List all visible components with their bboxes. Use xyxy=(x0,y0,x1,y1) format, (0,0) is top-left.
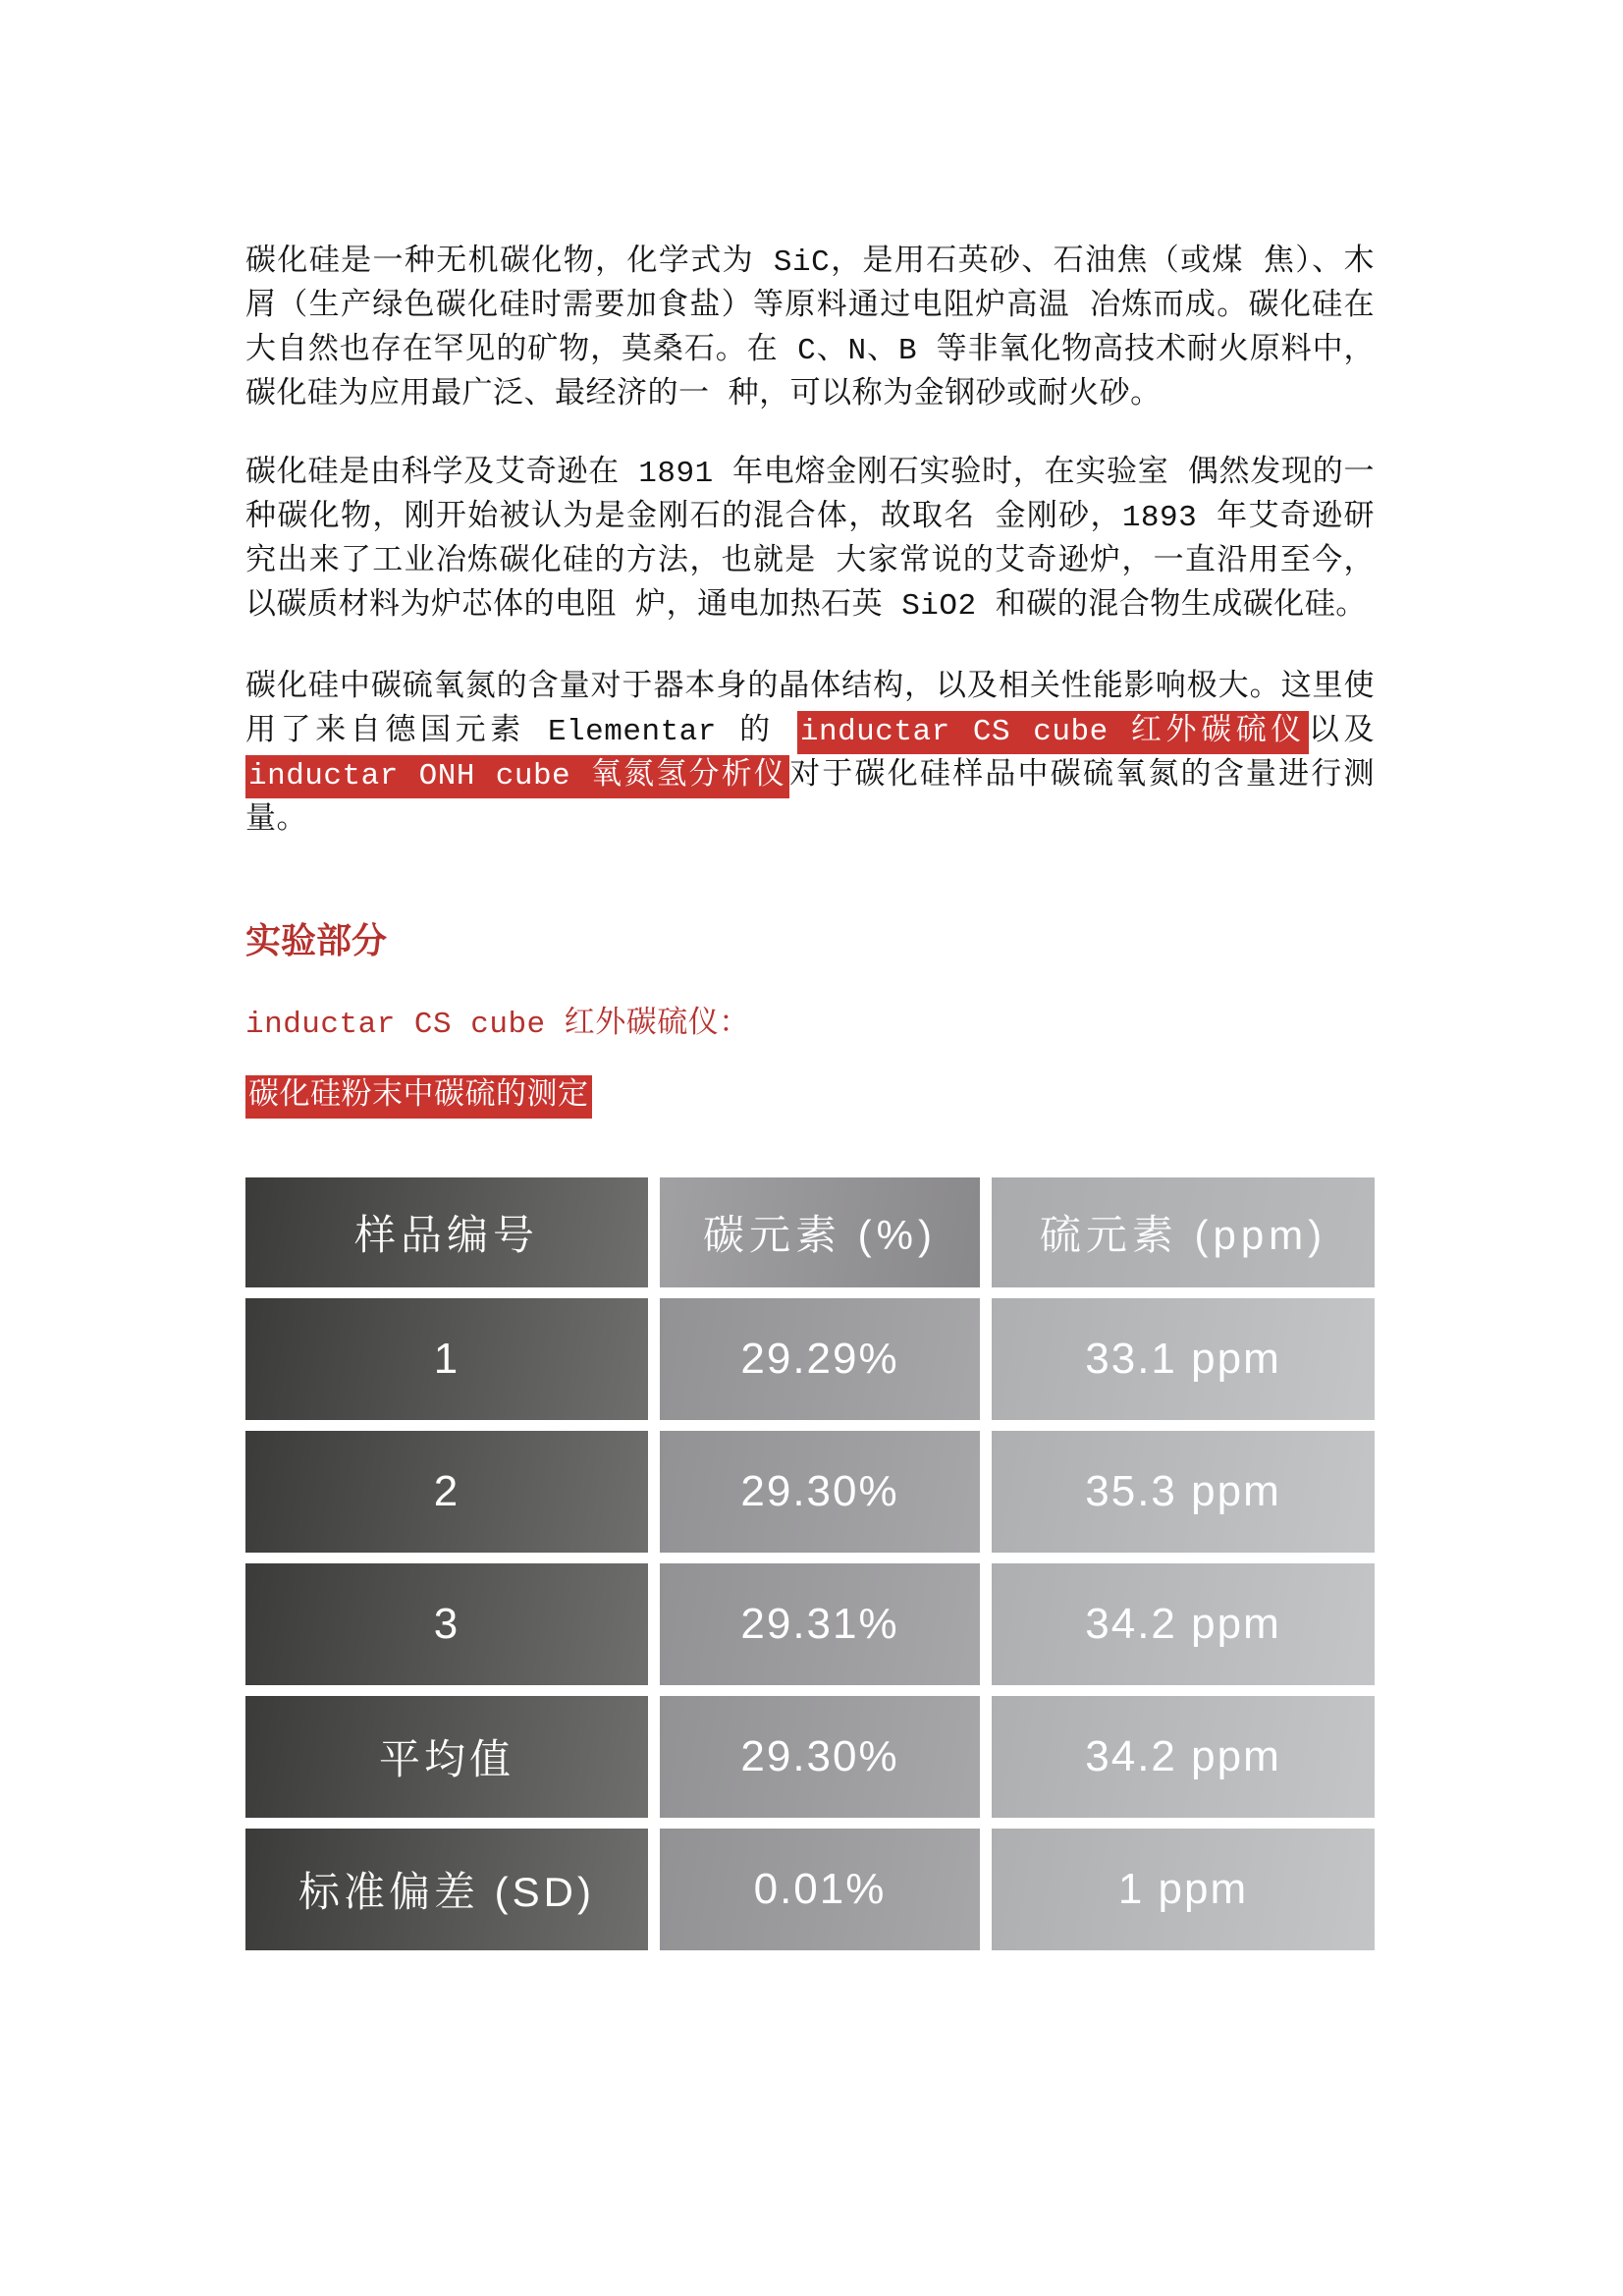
table-cell-row3-col1: 29.31% xyxy=(660,1563,980,1685)
paragraph-text-segment: 碳化硅中碳硫氧氮的含量对于器本身的晶体结构，以及相关性能影响极大。这里使用了来自德国元素 Elementar 的 xyxy=(245,671,1375,749)
table-cell-row5-col2: 1 ppm xyxy=(992,1829,1375,1950)
table-cell-row2-col0: 2 xyxy=(245,1431,648,1553)
measurement-highlight-label: 碳化硅粉末中碳硫的测定 xyxy=(245,1075,592,1119)
paragraph-text-segment: 对于碳化硅样品中碳硫氧氮的含量进行测量。 xyxy=(245,759,1375,838)
paragraph-sic-history: 碳化硅是由科学及艾奇逊在 1891 年电熔金刚石实验时，在实验室 偶然发现的一种碳化物，刚开始被认为是金刚石的混合体，故取名 金刚砂，1893 年艾奇逊研究出来了工业冶炼碳化硅的方法，也就是 大家常说的艾奇逊炉，一直沿用至今，以碳质材料为炉芯体的电阻 炉，通电加热石英 SiO2 和碳的混合物生成碳化硅。 xyxy=(245,457,1375,624)
table-cell-row3-col0: 3 xyxy=(245,1563,648,1685)
table-cell-row5-col0: 标准偏差 (SD) xyxy=(245,1829,648,1950)
carbon-sulfur-results-table xyxy=(245,1177,1375,1950)
highlighted-instrument-name: inductar CS cube 红外碳硫仪 xyxy=(797,711,1309,754)
highlighted-instrument-name: inductar ONH cube 氧氮氢分析仪 xyxy=(245,755,789,798)
table-cell-row1-col0: 1 xyxy=(245,1298,648,1420)
table-cell-row2-col1: 29.30% xyxy=(660,1431,980,1553)
table-cell-row5-col1: 0.01% xyxy=(660,1829,980,1950)
section-heading-experiment: 实验部分 xyxy=(245,923,388,963)
table-header-col1: 碳元素 (%) xyxy=(660,1177,980,1287)
table-cell-row3-col2: 34.2 ppm xyxy=(992,1563,1375,1685)
paragraph-text-segment: 以及 xyxy=(1308,715,1375,749)
table-cell-row4-col0: 平均值 xyxy=(245,1696,648,1818)
table-cell-row1-col1: 29.29% xyxy=(660,1298,980,1420)
instrument-subheading: inductar CS cube 红外碳硫仪： xyxy=(245,1008,750,1042)
table-header-col2: 硫元素 (ppm) xyxy=(992,1177,1375,1287)
table-header-col0: 样品编号 xyxy=(245,1177,648,1287)
table-cell-row4-col2: 34.2 ppm xyxy=(992,1696,1375,1818)
table-cell-row1-col2: 33.1 ppm xyxy=(992,1298,1375,1420)
table-cell-row4-col1: 29.30% xyxy=(660,1696,980,1818)
paragraph-sic-intro: 碳化硅是一种无机碳化物，化学式为 SiC，是用石英砂、石油焦（或煤 焦）、木屑（生产绿色碳化硅时需要加食盐）等原料通过电阻炉高温 冶炼而成。碳化硅在大自然也存在罕见的矿物，莫桑石。在 C、N、B 等非氧化物高技术耐火原料中，碳化硅为应用最广泛、最经济的一 种，可以称为金钢砂或耐火砂。 xyxy=(245,246,1375,412)
paragraph-instruments xyxy=(245,666,1375,843)
table-cell-row2-col2: 35.3 ppm xyxy=(992,1431,1375,1553)
measurement-title-line xyxy=(245,1074,1375,1119)
